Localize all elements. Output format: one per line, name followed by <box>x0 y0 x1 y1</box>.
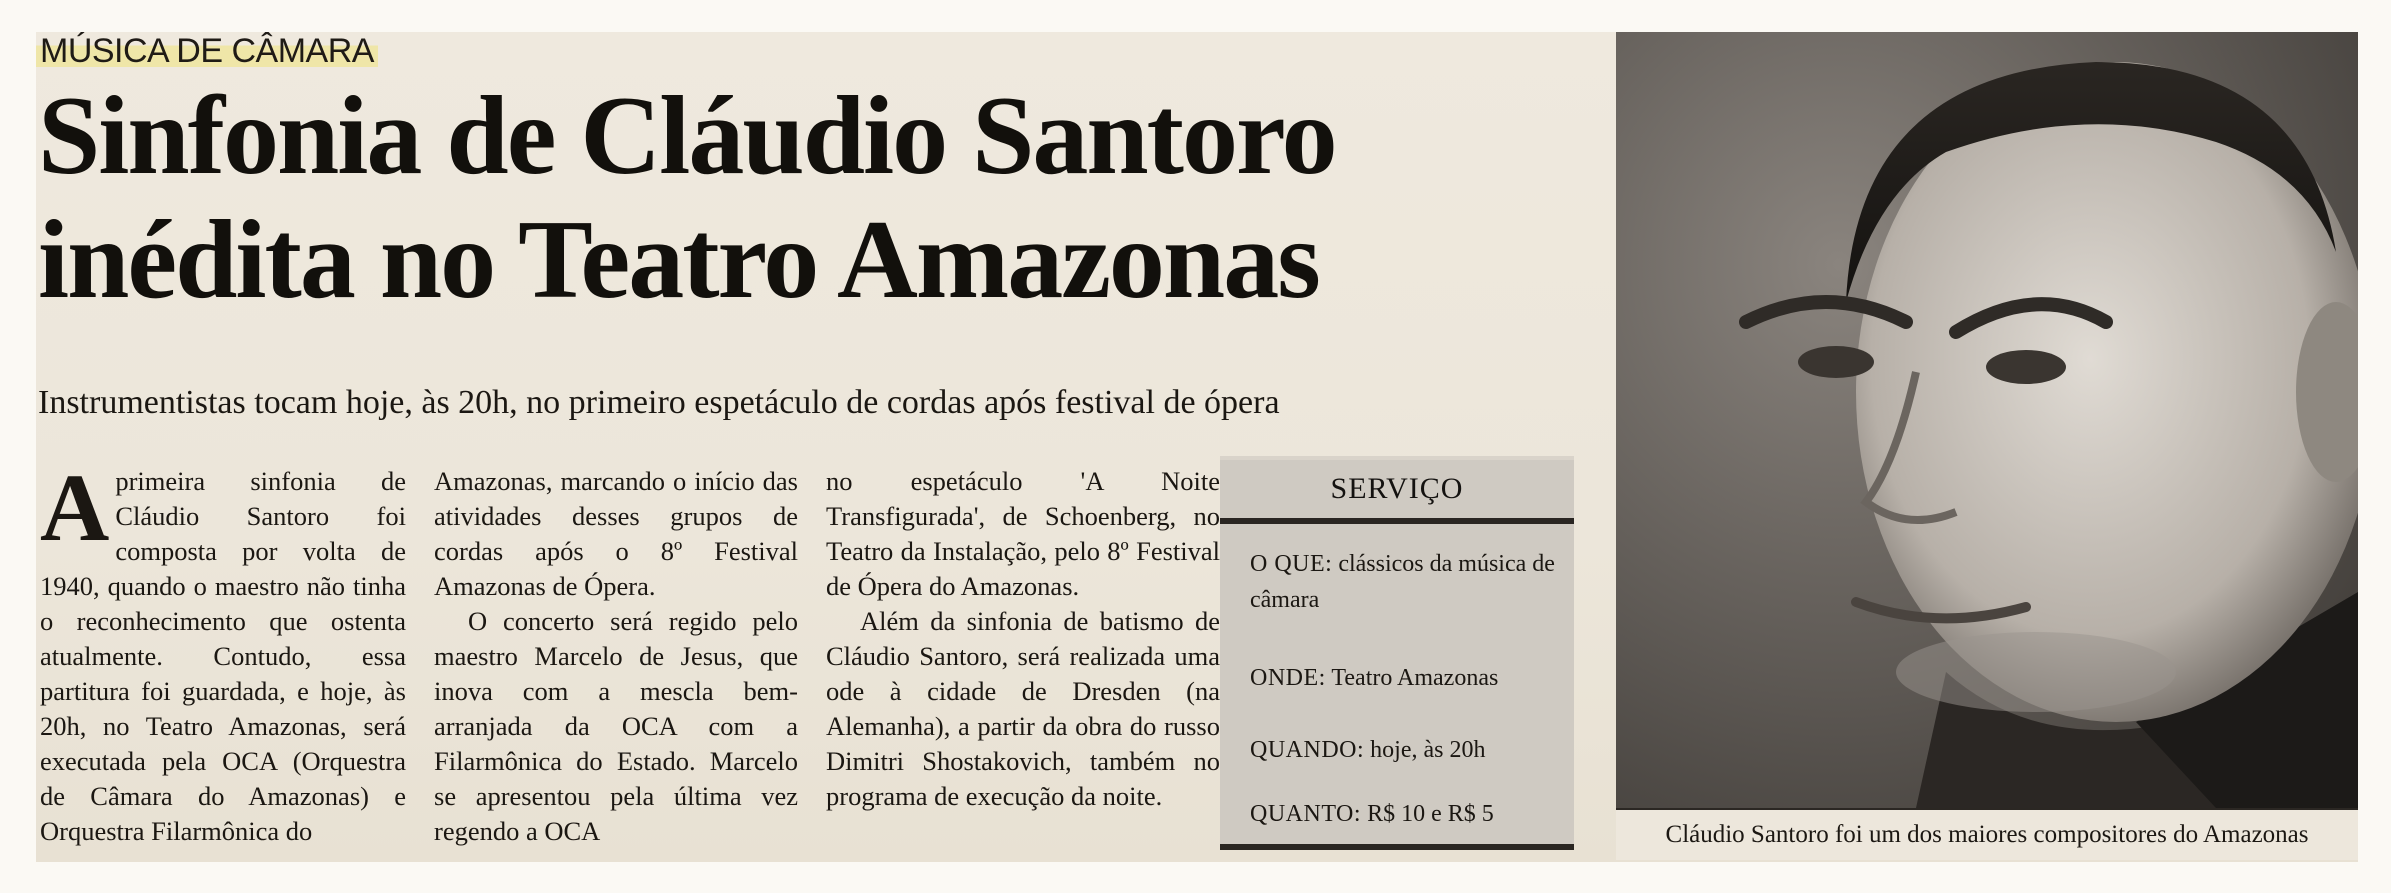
service-when-label: QUANDO: <box>1250 737 1365 763</box>
service-what-value: clássicos da música de câmara <box>1250 551 1555 613</box>
body-paragraph: O concerto será regido pelo maestro Marcelo de Jesus, que inova com a mescla bem-arranjada da OCA com a Filarmônica do Estado. Marcelo se apresentou pela última vez regendo a OCA <box>434 606 798 846</box>
body-paragraph: Além da sinfonia de batismo de Cláudio Santoro, será realizada uma ode à cidade de Dresden (na Alemanha), a partir da obra do russo Dimitri Shostakovich, também no programa de execução da noite. <box>826 606 1220 811</box>
newspaper-clipping <box>36 32 2358 862</box>
service-price-value: R$ 10 e R$ 5 <box>1367 801 1494 827</box>
subheadline: Instrumentistas tocam hoje, às 20h, no primeiro espetáculo de cordas após festival de ópera <box>38 384 1280 421</box>
service-where <box>1250 660 1560 696</box>
body-paragraph: Aprimeira sinfonia de Cláudio Santoro foi composta por volta de 1940, quando o maestro não tinha o reconhecimento que ostenta atualmente. Contudo, essa partitura foi guardada, e hoje, às 20h, no Teatro Amazonas, será executada pela OCA (Orquestra de Câmara do Amazonas) e Orquestra Filarmônica do <box>40 454 406 846</box>
section-label: MÚSICA DE CÂMARA <box>36 32 378 71</box>
body-paragraph: Amazonas, marcando o início das atividades desses grupos de cordas após o 8º Festival Amazonas de Ópera. <box>434 466 798 601</box>
service-rule <box>1220 844 1574 850</box>
headline-line-2: inédita no Teatro Amazonas <box>38 198 1319 322</box>
portrait-photo <box>1616 32 2358 808</box>
service-what <box>1250 546 1560 618</box>
service-title: SERVIÇO <box>1220 460 1574 524</box>
service-price-label: QUANTO: <box>1250 801 1362 827</box>
body-column-1 <box>40 454 406 849</box>
body-paragraph: no espetáculo 'A Noite Transfigurada', de Schoenberg, no Teatro da Instalação, pelo 8º Festival de Ópera do Amazonas. <box>826 466 1220 601</box>
body-column-2 <box>434 464 798 849</box>
service-when <box>1250 732 1560 768</box>
portrait-illustration <box>1616 32 2358 808</box>
headline <box>38 74 1598 322</box>
service-box <box>1220 456 1574 850</box>
service-price <box>1250 796 1560 832</box>
service-where-label: ONDE: <box>1250 665 1326 691</box>
headline-line-1: Sinfonia de Cláudio Santoro <box>38 74 1336 198</box>
body-column-3 <box>826 464 1220 814</box>
service-when-value: hoje, às 20h <box>1370 737 1486 763</box>
service-where-value: Teatro Amazonas <box>1331 665 1499 691</box>
photo-caption: Cláudio Santoro foi um dos maiores compositores do Amazonas <box>1616 808 2358 860</box>
service-what-label: O QUE: <box>1250 551 1333 577</box>
drop-cap: A <box>40 454 110 561</box>
